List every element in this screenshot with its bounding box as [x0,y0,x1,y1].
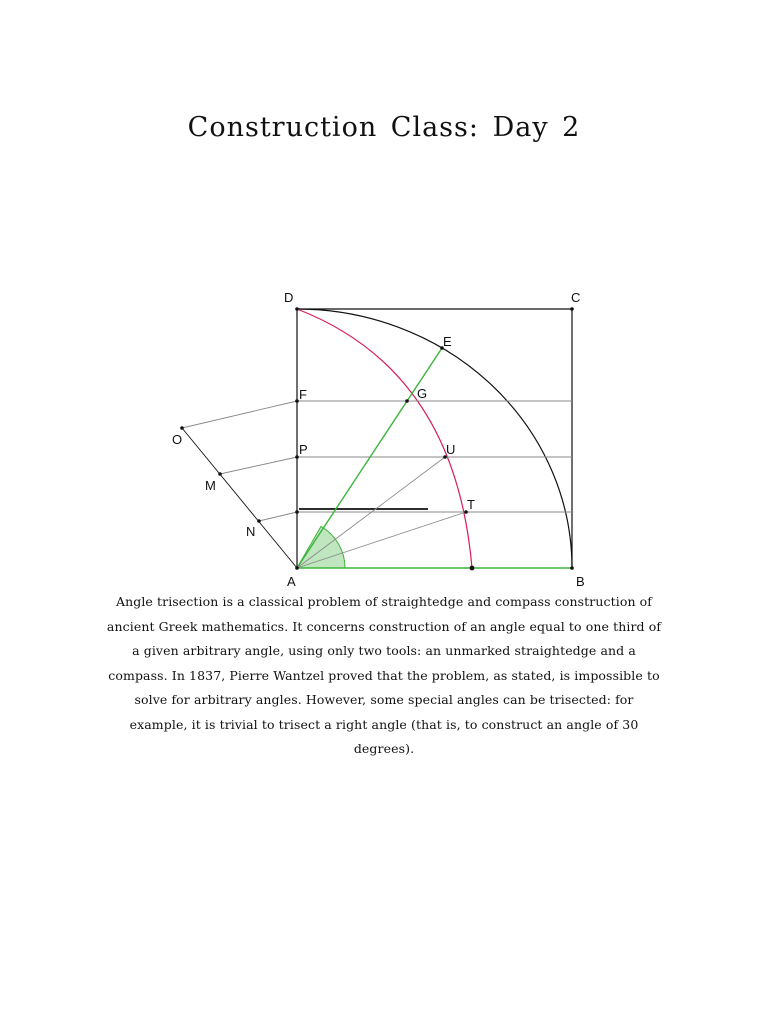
point-m [218,472,222,476]
label-o: O [172,432,183,447]
point-o [180,426,184,430]
line-nq [259,512,297,521]
line-ae [297,348,442,568]
point-d [295,307,299,311]
label-e: E [443,334,452,349]
point-q [295,510,299,514]
points [180,307,574,570]
label-a: A [287,574,296,589]
label-f: F [299,387,307,402]
label-p: P [299,442,308,457]
label-c: C [571,290,581,305]
point-a [295,566,299,570]
construction-diagram [160,282,600,594]
line-of [182,401,297,428]
point-n [257,519,261,523]
label-b: B [576,574,585,589]
point-g [405,399,409,403]
label-m: M [205,478,216,493]
line-mp [220,457,297,474]
point-j [470,566,475,571]
label-d: D [284,290,294,305]
ray-au [297,457,445,568]
point-c [570,307,574,311]
label-g: G [417,386,428,401]
quarter-arc [297,309,572,568]
line-ao [182,428,297,568]
label-t: T [467,497,475,512]
label-n: N [246,524,256,539]
point-b [570,566,574,570]
construction-figure [160,282,600,594]
paragraph-text: Angle trisection is a classical problem of straightedge and compass construction of ancient Greek mathematics. It concerns construction of an angle equal to one third of a given arbitrary angle, using only two tools: an unmarked straightedge and a compass. In 1837, Pierre Wantzel proved that the problem, as stated, is impossible to solve for arbitrary angles. However, some special angles can be trisected: for example, it is trivial to trisect a right angle (that is, to construct an angle of 30 degrees). [106,594,662,756]
label-u: U [446,442,456,457]
page-title: Construction Class: Day 2 [187,112,581,143]
